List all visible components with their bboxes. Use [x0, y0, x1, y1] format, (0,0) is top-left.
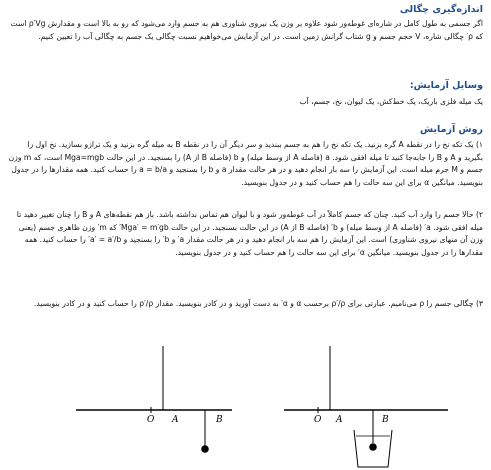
method-step-1: ۱) یک تکه نخ را در نقطه A گره بزنید. یک تکه نخ را هم به جسم ببندید و سر دیگر آن را در نقطه B به میله گره بزنید و یک ترازو بسازید. نخ اول را بگیرید و A و B را جابه‌جا کنید تا میله افقی شود. a (فاصله A از وسط میله) و b (فاصله B از A) را بسنجید. در این حالت Mga=mgb است، که m وزن جسم و M جرم میله است. این آزمایش را سه بار انجام دهید و در هر حالت مقدار a و b را بسنجید و a = b/a را حساب کنید. همه مقدارها را در جدول بنویسید. میانگین α برای این سه حالت را هم حساب کنید و در جدول بنویسید.: [8, 140, 483, 187]
section-body-equipment: یک میله فلزی باریک، یک خط‌کش، یک لیوان، نخ، جسم، آب: [299, 97, 483, 106]
label-o: O: [147, 415, 155, 425]
label-a: A: [336, 415, 343, 425]
hanging-object: [369, 443, 377, 451]
section-title-method: روش آزمایش: [420, 124, 483, 135]
section-title-equipment: وسایل آزمایش:: [409, 80, 483, 91]
label-o: O: [314, 415, 322, 425]
balance-diagram-dry: [76, 346, 232, 453]
balance-diagram-submerged: [284, 346, 448, 467]
section-body-measurement: اگر جسمی به طول کامل در شاره‌ای غوطه‌ور شود علاوه بر وزن یک نیروی شناوری هم به جسم وارد می‌شود که رو به بالا است و مقدارش ρ′Vg است که ρ′ چگالی شاره، V حجم جسم و g شتاب گرانش زمین است. در این آزمایش می‌خواهیم نسبت چگالی یک جسم به چگالی آب را تعیین کنیم.: [10, 19, 483, 41]
section-title-measurement: اندازه‌گیری چگالی: [399, 4, 483, 15]
method-step-2: ۲) حالا جسم را وارد آب کنید. چنان که جسم کاملاً در آب غوطه‌ور شود و با لیوان هم تماس نداشته باشد. باز هم نقطه‌های A و B را چنان تغییر دهید تا میله افقی شود. a′ (فاصله A از وسط میله) و b′ (فاصله B از A) در این حالت بسنجید. در این حالت Mga′ = m′gb′ که m′ وزن ظاهری جسم (یعنی وزن آن منهای نیروی شناوری) است. این آزمایش را هم سه بار انجام دهید و در هر حالت مقدار a′ و b′ را بسنجید و a′ = a′/b′ را حساب کنید. همه مقدارها را در جدول بنویسید. میانگین α′ برای این سه حالت را هم حساب کنید و در جدول بنویسید.: [16, 210, 483, 257]
hanging-object: [201, 445, 209, 453]
balance-figures: [0, 338, 491, 470]
label-b: B: [382, 415, 389, 425]
method-step-3: ۳) چگالی جسم را ρ می‌نامیم. عبارتی برای ρ′/ρ برحسب α و α′ به دست آورید و در کادر بنویسید. مقدار ρ′/ρ را حساب کنید و در کادر بنویسید.: [33, 299, 483, 308]
label-b: B: [216, 415, 223, 425]
label-a: A: [172, 415, 179, 425]
